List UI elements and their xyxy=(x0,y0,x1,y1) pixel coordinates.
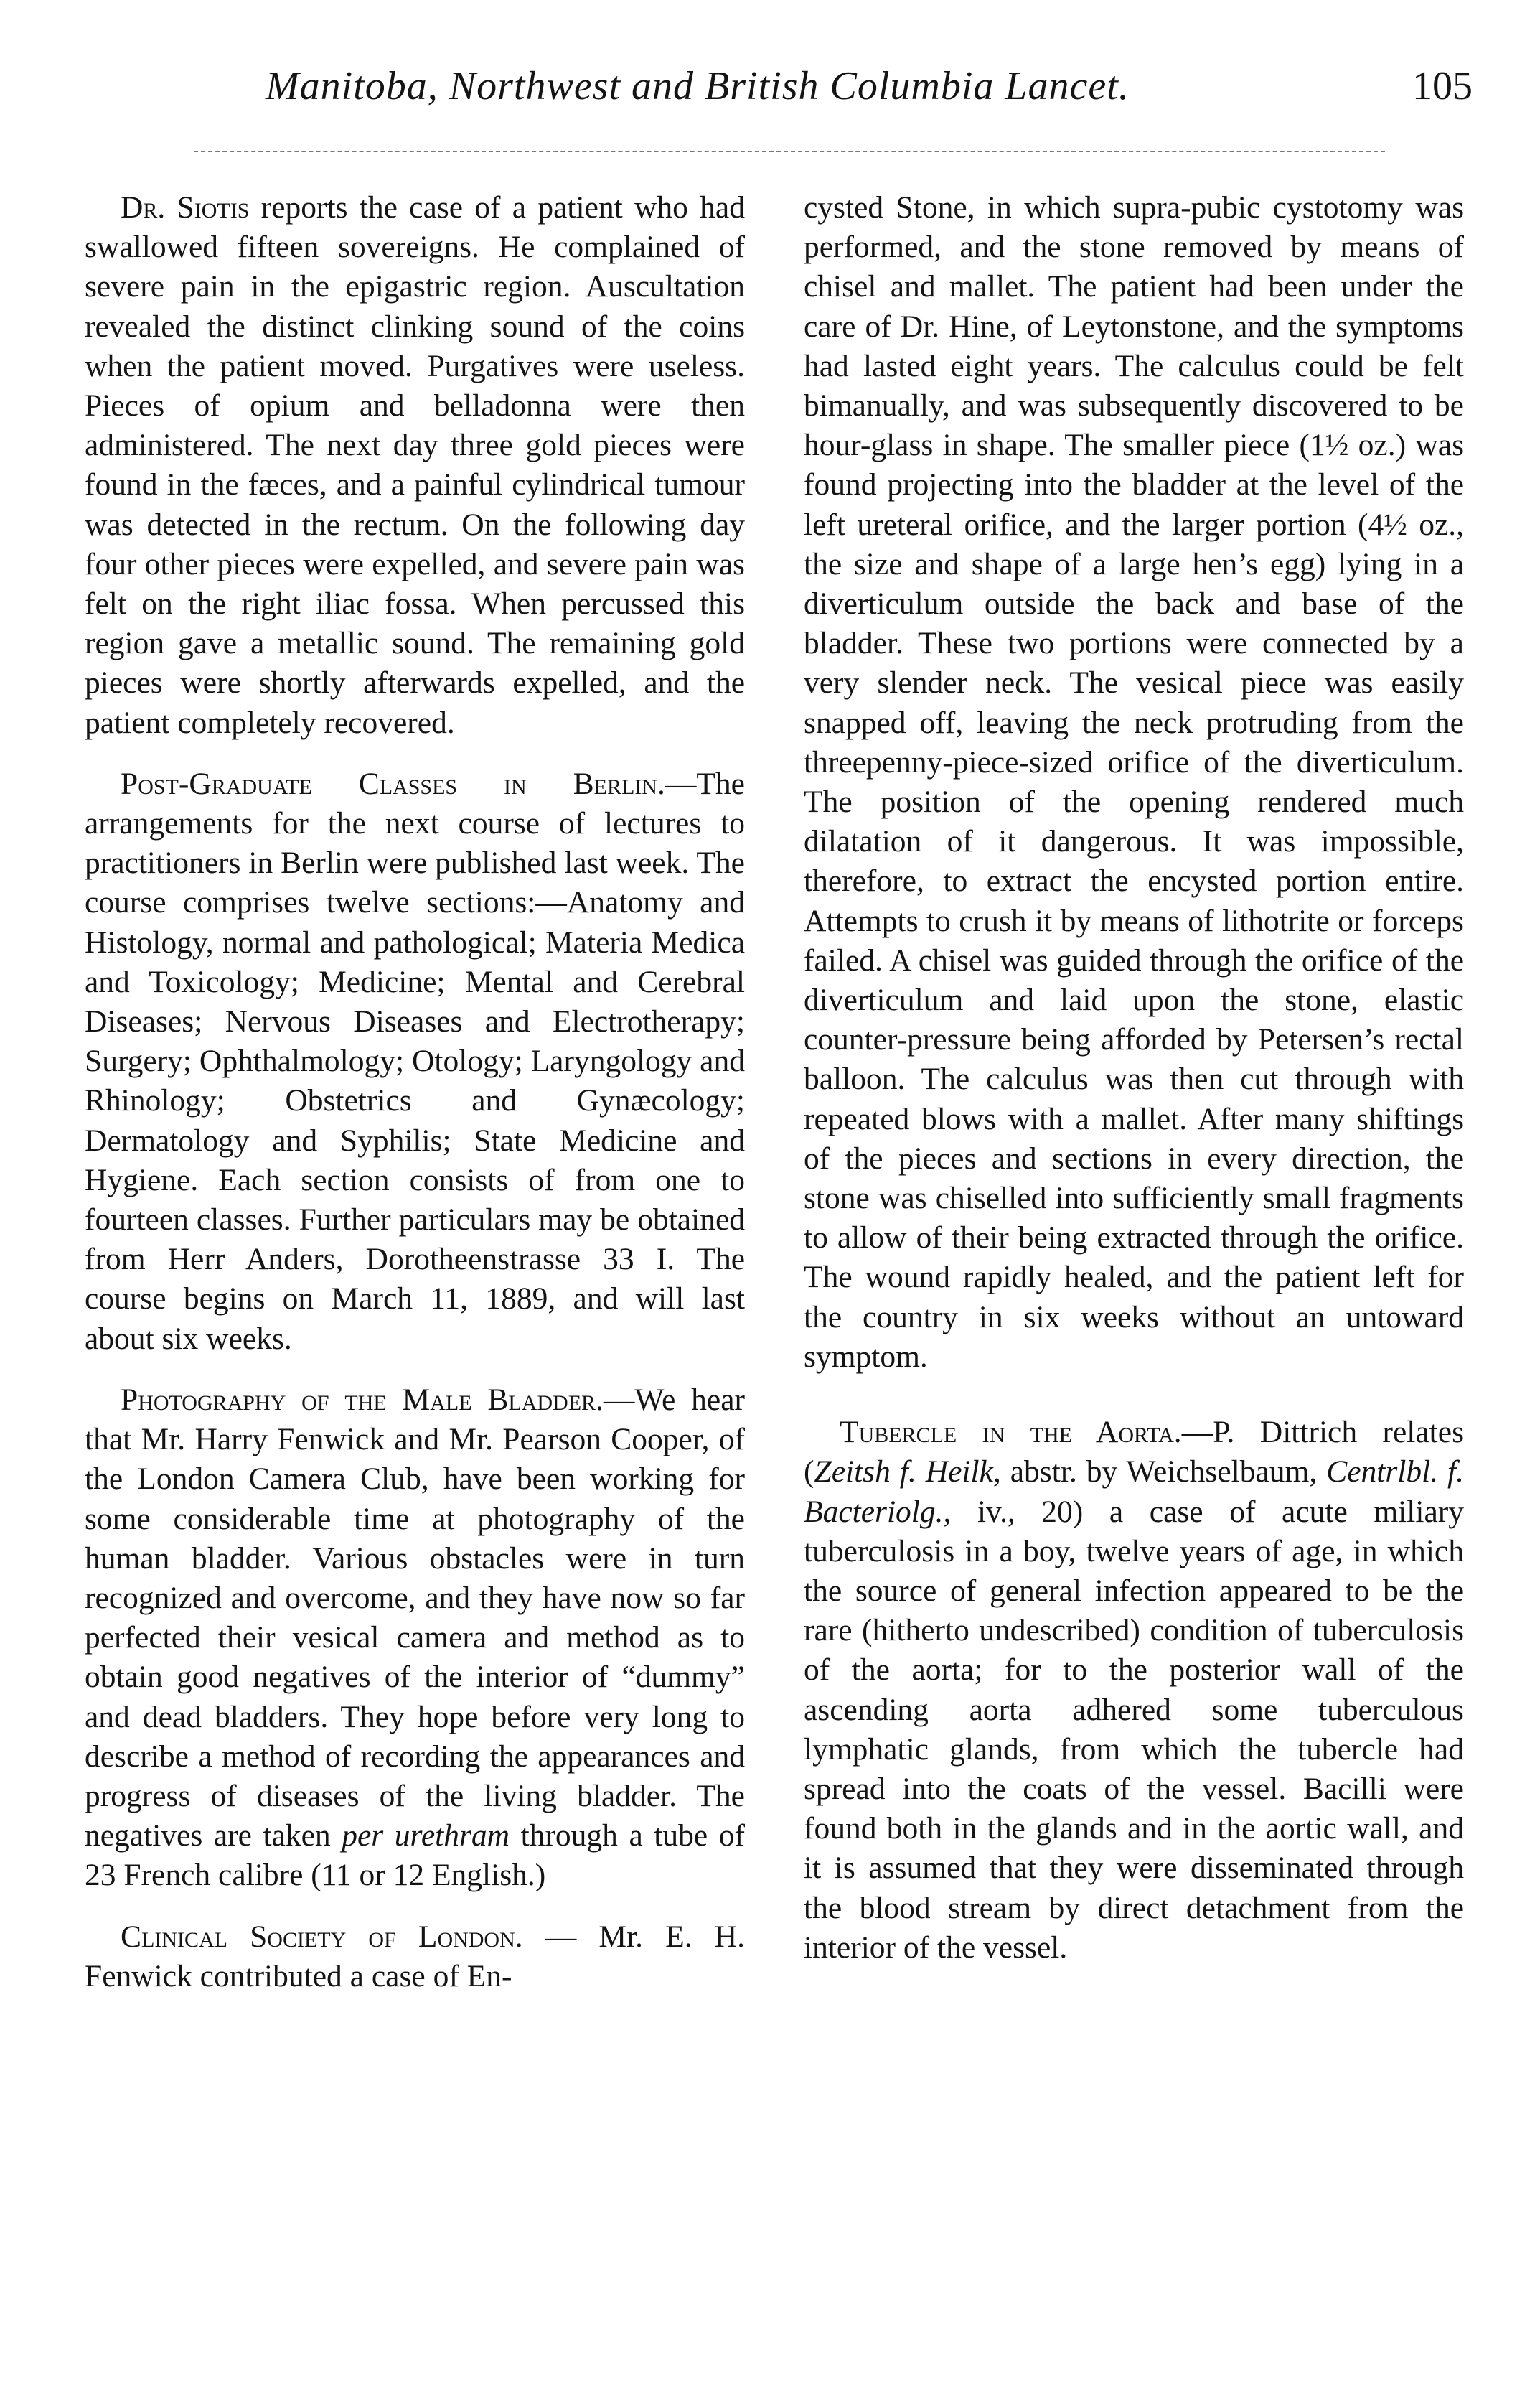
citation-journal: Centrlbl. f. Bacteriolg. xyxy=(804,1454,1464,1529)
running-header xyxy=(0,63,1540,121)
journal-title: Manitoba, Northwest and British Columbia Lancet. xyxy=(266,64,1130,108)
article-body: reports the case of a patient who had swallowed fifteen sovereigns. He complained of severe pain in the epigastric region. Auscultation revealed the distinct clinking sound of the coins when the patient moved. Purgatives were useless. Pieces of opium and belladonna were then administered. The next day three gold pieces were found in the fæces, and a painful cylindrical tumour was detected in the rectum. On the following day four other pieces were expelled, and severe pain was felt on the right iliac fossa. When percussed this region gave a metallic sound. The remaining gold pieces were shortly afterwards expelled, and the patient completely recovered. xyxy=(85,190,745,740)
article-body: , abstr. by Weichselbaum, xyxy=(992,1454,1327,1490)
right-column xyxy=(804,188,1464,1968)
article-body: — Mr. E. H. Fenwick contributed a case of En- xyxy=(85,1919,746,1993)
page-number: 105 xyxy=(1412,64,1473,108)
citation-journal: Zeitsh f. Heilk xyxy=(814,1454,993,1490)
article-lead: Post-Graduate Classes in Berlin. xyxy=(121,766,665,801)
article-body: —We hear that Mr. Harry Fenwick and Mr. Pearson Cooper, of the London Camera Club, have been working for some considerable time at photography of the human bladder. Various obstacles were in turn recognized and overcome, and they have now so far perfected their vesical camera and method as to obtain good negatives of the interior of “dummy” and dead bladders. They hope before very long to describe a method of recording the appearances and progress of diseases of the living bladder. The negatives are taken xyxy=(85,1382,746,1853)
article-post-graduate-classes xyxy=(85,764,745,1359)
article-body: —The arrangements for the next course of lectures to practitioners in Berlin were published last week. The course comprises twelve sections:—Anatomy and Histology, normal and pathological; Materia Medica and Toxicology; Medicine; Mental and Cerebral Diseases; Nervous Diseases and Electrotherapy; Surgery; Ophthalmology; Otology; Laryngology and Rhinology; Obstetrics and Gynæcology; Dermatology and Syphilis; State Medicine and Hygiene. Each section consists of from one to fourteen classes. Further particulars may be obtained from Herr Anders, Dorotheenstrasse 33 I. The course begins on March 11, 1889, and will last about six weeks. xyxy=(85,766,745,1356)
article-body: cysted Stone, in which supra-pubic cystotomy was performed, and the stone removed by means of chisel and mallet. The patient had been under the care of Dr. Hine, of Leytonstone, and the symptoms had lasted eight years. The calculus could be felt bimanually, and was subsequently discovered to be hour-glass in shape. The smaller piece (1½ oz.) was found projecting into the bladder at the level of the left ureteral orifice, and the larger portion (4½ oz., the size and shape of a large hen’s egg) lying in a diverticulum outside the back and base of the bladder. These two portions were connected by a very slender neck. The vesical piece was easily snapped off, leaving the neck protruding from the threepenny-piece-sized orifice of the diverticulum. The position of the opening rendered much dilatation of it dangerous. It was impossible, therefore, to extract the encysted portion entire. Attempts to crush it by means of lithotrite or forceps failed. A chisel was guided through the orifice of the diverticulum and laid upon the stone, elastic counter-pressure being afforded by Petersen’s rectal balloon. The calculus was then cut through with repeated blows with a mallet. After many shiftings of the pieces and sections in every direction, the stone was chiselled into sufficiently small fragments to allow of their being extracted through the orifice. The wound rapidly healed, and the patient left for the country in six weeks without an untoward symptom. xyxy=(804,190,1464,1374)
article-body: —P. Dittrich relates ( xyxy=(804,1415,1464,1490)
header-rule xyxy=(194,151,1385,152)
article-italic: per urethram xyxy=(342,1818,510,1853)
article-clinical-society xyxy=(85,1917,745,1996)
article-lead: Photography of the Male Bladder. xyxy=(121,1382,604,1417)
article-photography-bladder xyxy=(85,1380,745,1896)
article-lead: Tubercle in the Aorta. xyxy=(840,1415,1182,1450)
article-siotis xyxy=(85,188,745,743)
article-lead: Clinical Society of London. xyxy=(121,1919,523,1954)
article-encysted-stone-continued xyxy=(804,188,1464,1377)
left-column xyxy=(85,188,745,1996)
article-body-continued: through a tube of 23 French calibre (11 or 12 English.) xyxy=(85,1818,745,1893)
article-body: , iv., 20) a case of acute miliary tuberculosis in a boy, twelve years of age, in which the source of general infection appeared to be the rare (hitherto undescribed) condition of tuberculosis of the aorta; for to the posterior wall of the ascending aorta adhered some tuberculous lymphatic glands, from which the tubercle had spread into the coats of the vessel. Bacilli were found both in the glands and in the aortic wall, and it is assumed that they were disseminated through the blood stream by direct detachment from the interior of the vessel. xyxy=(804,1494,1464,1965)
article-lead: Dr. Siotis xyxy=(121,190,250,225)
article-tubercle-aorta xyxy=(804,1413,1464,1968)
